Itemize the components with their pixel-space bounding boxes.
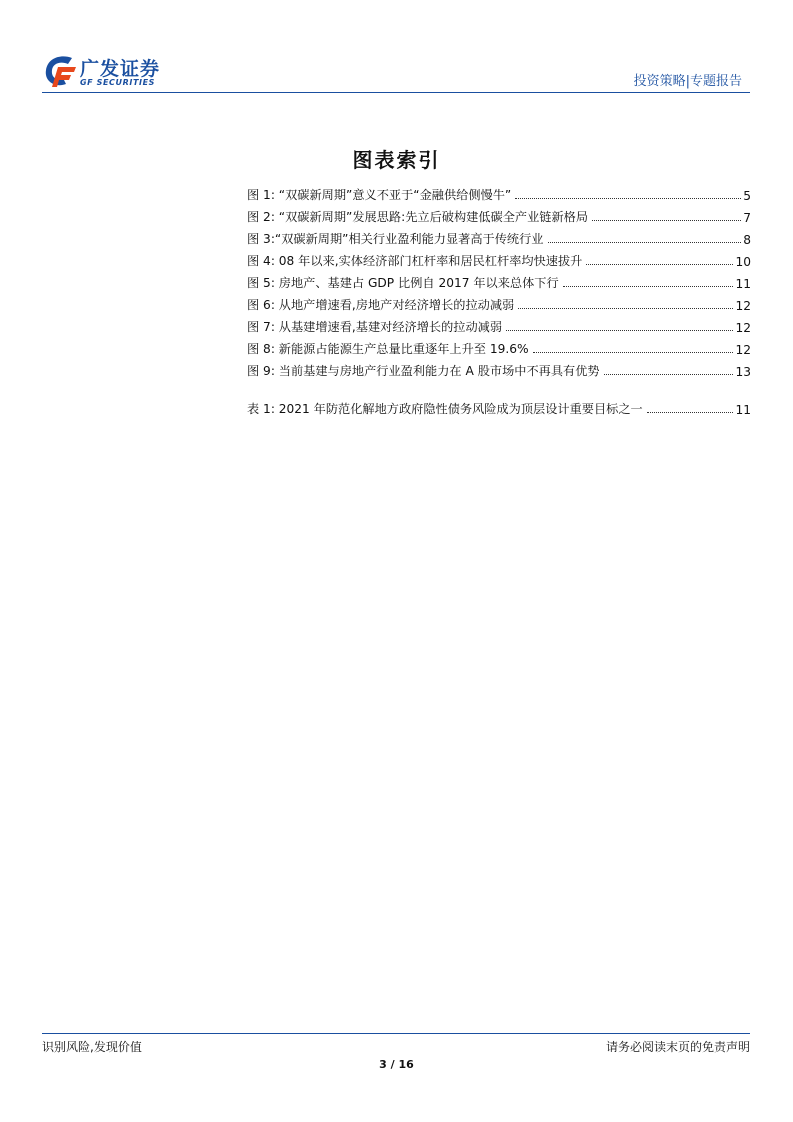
toc-entry-page: 12	[735, 299, 751, 313]
toc-dot-leader	[515, 198, 741, 199]
toc-entry-page: 10	[735, 255, 751, 269]
toc-entry-figure-5[interactable]	[247, 269, 751, 291]
toc-dot-leader	[647, 412, 734, 413]
toc-entry-page: 8	[743, 233, 751, 247]
toc-entry-text: 当前基建与房地产行业盈利能力在 A 股市场中不再具有优势	[278, 364, 600, 378]
toc-dot-leader	[548, 242, 742, 243]
toc-entry-label: 图 6:	[247, 298, 275, 312]
toc-entry-label: 图 9:	[247, 364, 275, 378]
toc-dot-leader	[604, 374, 734, 375]
toc-entry-text: 从地产增速看,房地产对经济增长的拉动减弱	[278, 298, 515, 312]
toc-entry-page: 11	[735, 403, 751, 417]
toc-entry-page: 12	[735, 321, 751, 335]
toc-entry-label: 图 1:	[247, 188, 275, 202]
logo-chinese-name: 广发证券	[80, 58, 161, 80]
toc-entry-text: 08 年以来,实体经济部门杠杆率和居民杠杆率均快速拔升	[278, 254, 583, 268]
header-divider	[42, 92, 750, 93]
toc-entry-text: 2021 年防范化解地方政府隐性债务风险成为顶层设计重要目标之一	[278, 402, 643, 416]
toc-entry-label: 图 7:	[247, 320, 275, 334]
toc-entry-label: 图 5:	[247, 276, 275, 290]
toc-entry-figure-8[interactable]	[247, 335, 751, 357]
toc-entry-page: 7	[743, 211, 751, 225]
toc-entry-figure-2[interactable]	[247, 203, 751, 225]
toc-dot-leader	[518, 308, 733, 309]
toc-entry-page: 13	[735, 365, 751, 379]
figure-table-index	[247, 181, 751, 417]
toc-entry-figure-4[interactable]	[247, 247, 751, 269]
toc-dot-leader	[592, 220, 741, 221]
report-section-label: 投资策略|专题报告	[633, 74, 742, 89]
page-header	[42, 52, 750, 92]
toc-entry-text: “双碳新周期”相关行业盈利能力显著高于传统行业	[274, 232, 544, 246]
toc-entry-page: 11	[735, 277, 751, 291]
toc-entry-figure-6[interactable]	[247, 291, 751, 313]
toc-entry-label: 图 3:	[247, 232, 275, 246]
toc-entry-text: 新能源占能源生产总量比重逐年上升至 19.6%	[278, 342, 529, 356]
toc-entry-label: 表 1:	[247, 402, 275, 416]
toc-entry-label: 图 2:	[247, 210, 275, 224]
toc-entry-figure-7[interactable]	[247, 313, 751, 335]
toc-dot-leader	[586, 264, 733, 265]
toc-entry-figure-3[interactable]	[247, 225, 751, 247]
toc-entry-table-1[interactable]	[247, 395, 751, 417]
logo-english-name: GF SECURITIES	[80, 78, 156, 87]
toc-title: 图表索引	[352, 148, 441, 172]
toc-entry-label: 图 8:	[247, 342, 275, 356]
toc-entry-page: 5	[743, 189, 751, 203]
toc-dot-leader	[563, 286, 734, 287]
toc-entry-figure-9[interactable]	[247, 357, 751, 379]
toc-entry-text: “双碳新周期”意义不亚于“金融供给侧慢牛”	[278, 188, 512, 202]
toc-dot-leader	[506, 330, 733, 331]
toc-entry-page: 12	[735, 343, 751, 357]
footer-disclaimer-note: 请务必阅读末页的免责声明	[605, 1040, 750, 1054]
toc-section-gap	[247, 379, 751, 395]
toc-dot-leader	[533, 352, 734, 353]
footer-slogan: 识别风险,发现价值	[42, 1040, 142, 1054]
gf-securities-logo	[42, 52, 182, 90]
toc-entry-text: “双碳新周期”发展思路:先立后破构建低碳全产业链新格局	[278, 210, 589, 224]
page-number: 3 / 16	[379, 1058, 414, 1071]
gf-logo-icon	[42, 54, 78, 88]
toc-entry-label: 图 4:	[247, 254, 275, 268]
toc-entry-text: 房地产、基建占 GDP 比例自 2017 年以来总体下行	[278, 276, 559, 290]
footer-divider	[42, 1033, 750, 1034]
toc-entry-text: 从基建增速看,基建对经济增长的拉动减弱	[278, 320, 503, 334]
toc-entry-figure-1[interactable]	[247, 181, 751, 203]
